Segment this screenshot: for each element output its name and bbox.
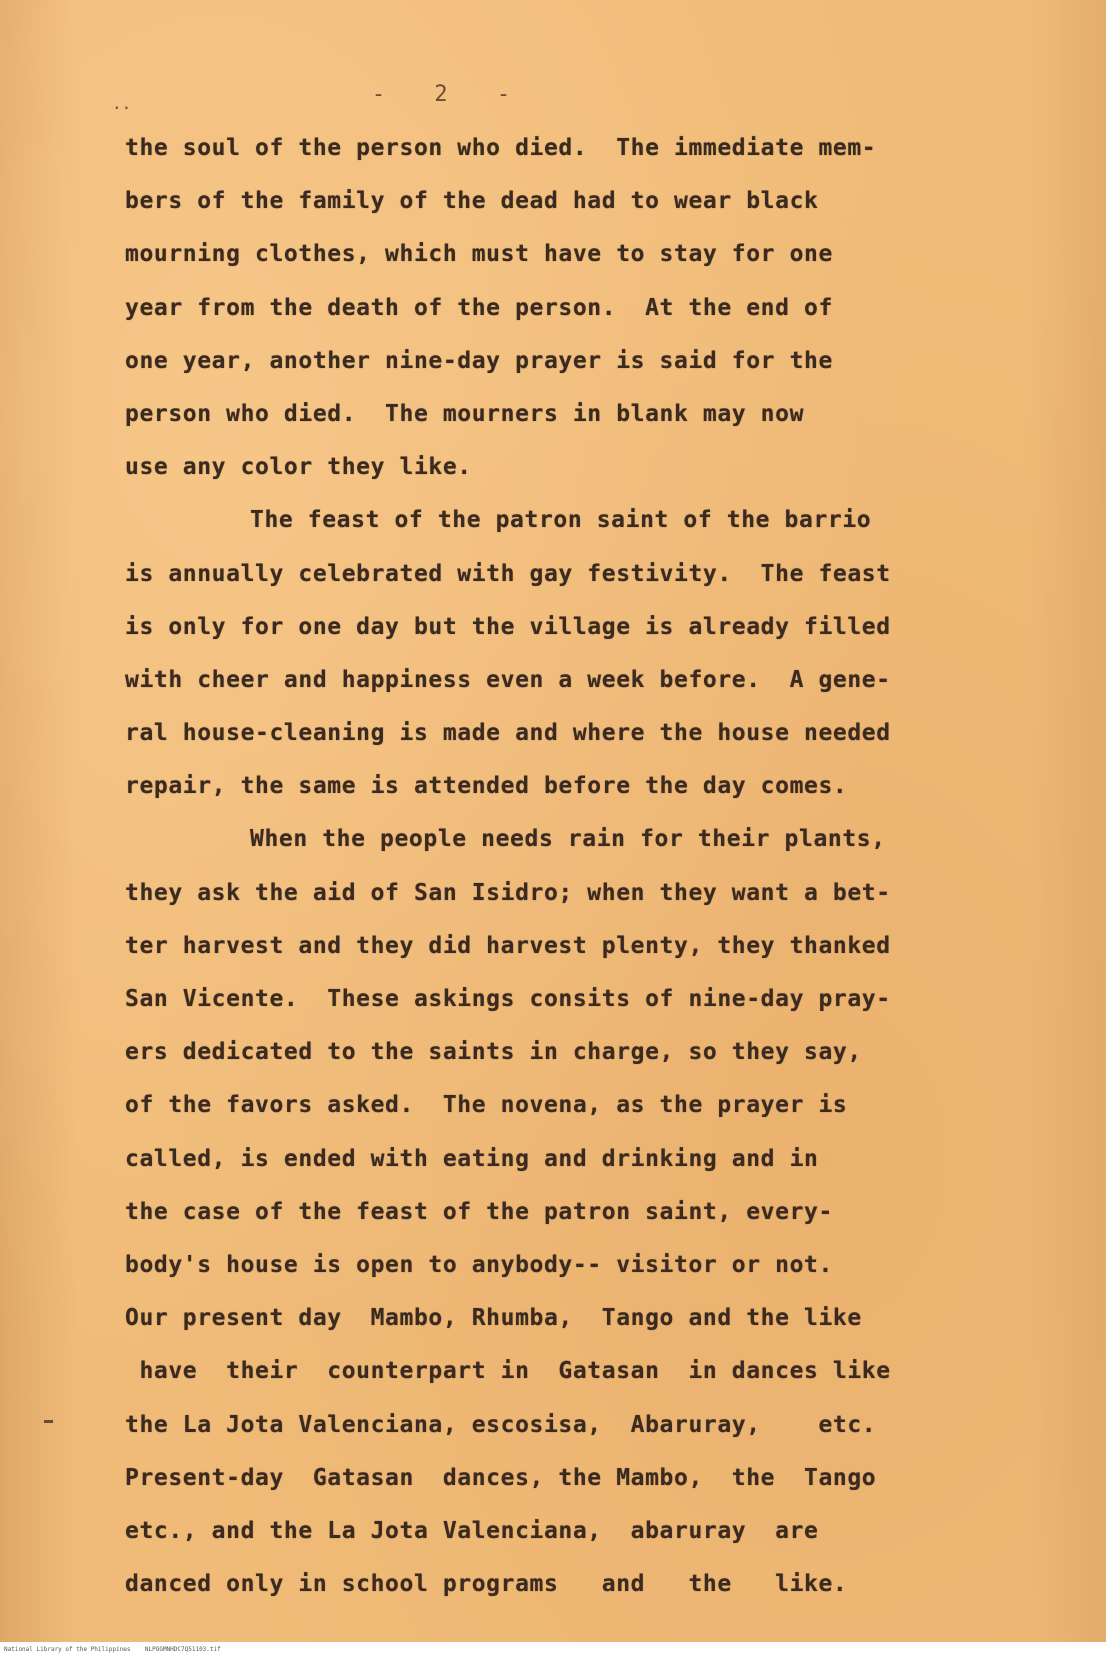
text-line: ers dedicated to the saints in charge, so they say,: [125, 1039, 862, 1066]
text-line: body's house is open to anybody-- visitor or not.: [125, 1251, 833, 1278]
text-line: year from the death of the person. At the end of: [125, 294, 833, 321]
typed-text-block: [125, 122, 970, 1611]
text-line: ral house-cleaning is made and where the house needed: [125, 720, 891, 747]
text-line: ter harvest and they did harvest plenty, they thanked: [125, 932, 891, 959]
text-line: the La Jota Valenciana, escosisa, Abaruray, etc.: [125, 1411, 877, 1438]
text-line: of the favors asked. The novena, as the prayer is: [125, 1092, 848, 1119]
left-margin-mark: [44, 1420, 53, 1423]
text-line: is annually celebrated with gay festivity. The feast: [125, 560, 891, 587]
text-line: repair, the same is attended before the day comes.: [125, 773, 848, 800]
text-line: one year, another nine-day prayer is said for the: [125, 347, 833, 374]
text-line: Our present day Mambo, Rhumba, Tango and the like: [125, 1305, 862, 1332]
text-line: is only for one day but the village is already filled: [125, 613, 891, 640]
text-line: have their counterpart in Gatasan in dances like: [125, 1358, 891, 1385]
corner-marks: ..: [112, 94, 132, 113]
text-line: the case of the feast of the patron saint, every-: [125, 1198, 833, 1225]
text-line: use any color they like.: [125, 454, 472, 481]
text-line: bers of the family of the dead had to wear black: [125, 188, 819, 215]
text-line: Present-day Gatasan dances, the Mambo, the Tango: [125, 1464, 877, 1491]
text-line: San Vicente. These askings consits of nine-day pray-: [125, 986, 891, 1012]
text-line-paragraph-start: When the people needs rain for their plants,: [250, 826, 886, 853]
text-line: person who died. The mourners in blank may now: [125, 400, 805, 427]
text-line: with cheer and happiness even a week before. A gene-: [125, 666, 891, 693]
text-line-paragraph-start: The feast of the patron saint of the barrio: [250, 507, 872, 534]
text-line: danced only in school programs and the like.: [125, 1571, 848, 1598]
archive-footer: National Library of the Philippines NLPOGMNHDC7Q51103.tif: [0, 1642, 1106, 1658]
text-line: called, is ended with eating and drinking and in: [125, 1145, 819, 1172]
text-line: mourning clothes, which must have to stay for one: [125, 241, 833, 268]
page-number: - 2 -: [371, 82, 529, 107]
text-line: they ask the aid of San Isidro; when they want a bet-: [125, 879, 891, 906]
text-line: etc., and the La Jota Valenciana, abaruray are: [125, 1517, 819, 1544]
text-line: the soul of the person who died. The immediate mem-: [125, 135, 877, 161]
